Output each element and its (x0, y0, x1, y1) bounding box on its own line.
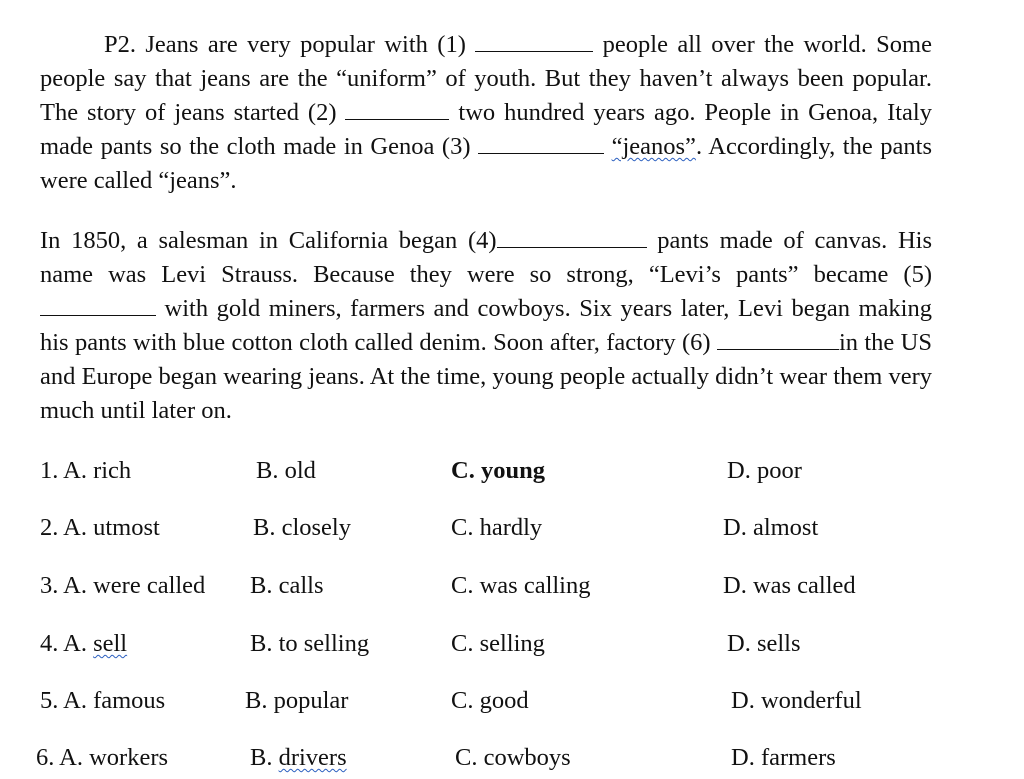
blank-6 (717, 330, 839, 350)
blank-3 (478, 134, 604, 154)
passage-text: . Accordingly, the pants were called “jeans”. (40, 133, 932, 194)
option-5c: C. good (451, 687, 529, 714)
option-4a (40, 629, 127, 659)
option-prefix: 4. A. (40, 630, 94, 657)
option-3a: 3. A. were called (40, 572, 206, 599)
option-6b (250, 743, 347, 773)
passage-text: In 1850, a salesman in California began (4) (40, 227, 497, 254)
option-5d: D. wonderful (731, 687, 862, 714)
blank-4 (497, 228, 647, 248)
option-5b: B. popular (245, 687, 349, 714)
option-2a: 2. A. utmost (40, 514, 160, 541)
misspelled-word: sell (93, 630, 128, 657)
passage-text: in the US and Europe began wearing jeans. At the time, young people actually didn’t wear them very much until later on. (40, 329, 932, 424)
option-5a: 5. A. famous (40, 687, 166, 714)
option-4d: D. sells (727, 630, 801, 657)
option-2d: D. almost (723, 514, 819, 541)
blank-5 (40, 296, 156, 316)
option-6a: 6. A. workers (36, 744, 169, 771)
option-1d: D. poor (727, 457, 802, 484)
passage-paragraph-2 (40, 224, 932, 428)
option-3c: C. was calling (451, 572, 591, 599)
passage-text: with gold miners, farmers and cowboys. Six years later, Levi began making his pants with blue cotton cloth called denim. Soon after, factory (6) (40, 295, 932, 356)
option-2c: C. hardly (451, 514, 543, 541)
misspelled-word: “jeanos” (611, 133, 696, 160)
option-2b: B. closely (253, 514, 351, 541)
option-4c: C. selling (451, 630, 545, 657)
passage-text: P2. Jeans are very popular with (1) (104, 31, 476, 58)
option-3d: D. was called (723, 572, 856, 599)
option-1b: B. old (256, 457, 316, 484)
option-1a: 1. A. rich (40, 457, 132, 484)
blank-2 (345, 100, 449, 120)
option-6d: D. farmers (731, 744, 836, 771)
passage-paragraph-1 (40, 28, 932, 198)
passage-text: two hundred years ago. People in Genoa, Italy made pants so the cloth made in Genoa (3) (40, 99, 932, 160)
option-4b: B. to selling (250, 630, 370, 657)
option-prefix: B. (250, 744, 279, 771)
option-6c: C. cowboys (455, 744, 571, 771)
option-3b: B. calls (250, 572, 324, 599)
blank-1 (475, 32, 593, 52)
passage-text: people all over the world. Some people say that jeans are the “uniform” of youth. But they haven’t always been popular. The story of jeans started (2) (40, 31, 932, 126)
passage-text: pants made of canvas. His name was Levi Strauss. Because they were so strong, “Levi’s pants” became (5) (40, 227, 932, 288)
option-1c-highlighted: C. young (451, 457, 545, 484)
misspelled-word: drivers (278, 744, 347, 771)
